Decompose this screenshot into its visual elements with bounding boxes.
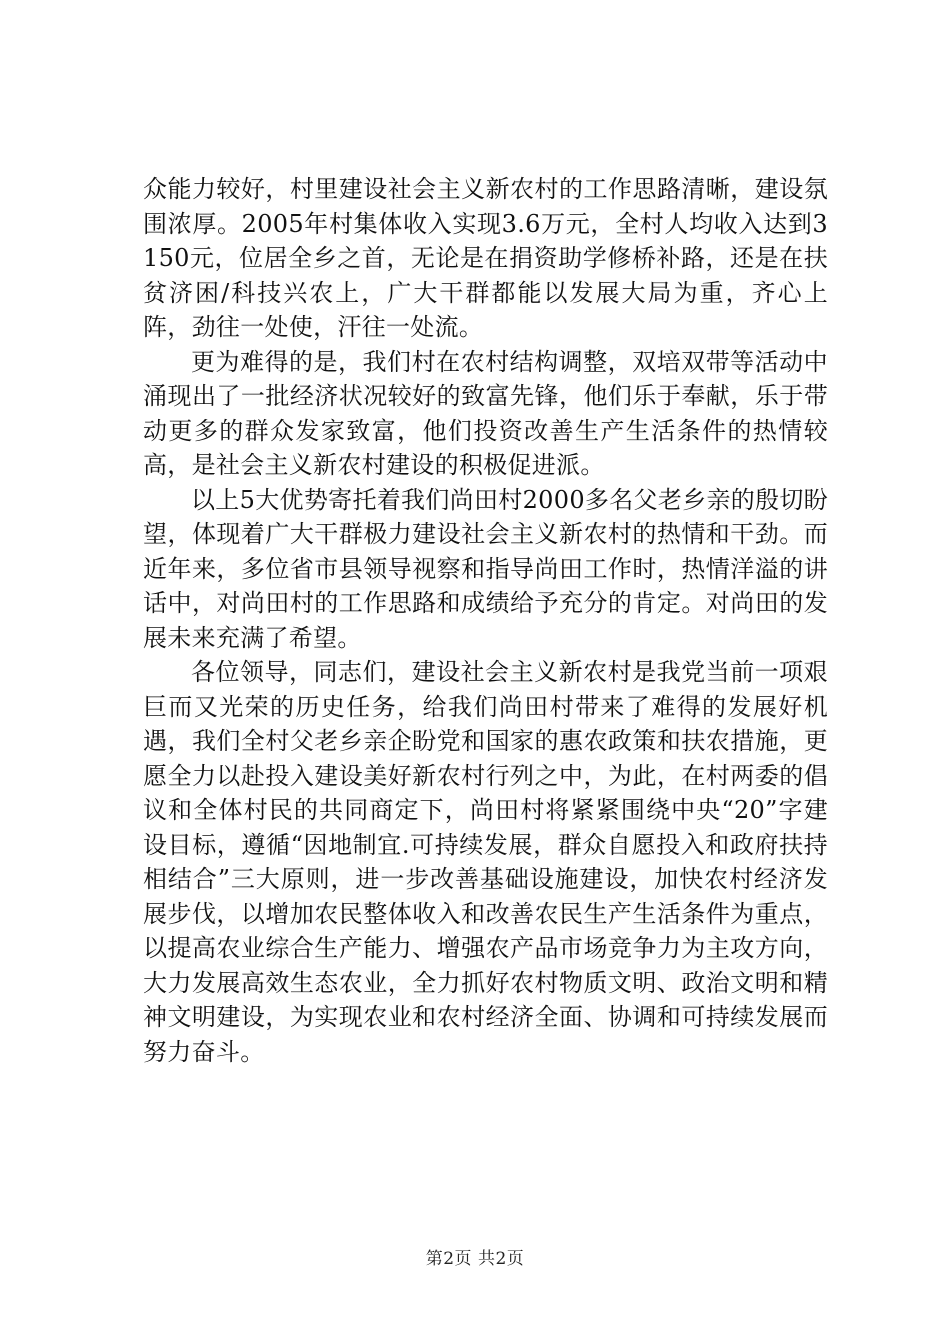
paragraph-continuation: 众能力较好，村里建设社会主义新农村的工作思路清晰，建设氛围浓厚。2005年村集体收入实现3.6万元，全村人均收入达到3150元，位居全乡之首，无论是在捐资助学修桥补路，还是在扶贫济困/科技兴农上，广大干群都能以发展大局为重，齐心上阵，劲往一处使，汗往一处流。 [143,175,828,341]
paragraph-pioneers: 更为难得的是，我们村在农村结构调整，双培双带等活动中涌现出了一批经济状况较好的致富先锋，他们乐于奉献，乐于带动更多的群众发家致富，他们投资改善生产生活条件的热情较高，是社会主义新农村建设的积极促进派。 [143,347,828,479]
paragraph-goals: 各位领导，同志们，建设社会主义新农村是我党当前一项艰巨而又光荣的历史任务，给我们尚田村带来了难得的发展好机遇，我们全村父老乡亲企盼党和国家的惠农政策和扶农措施，更愿全力以赴投入建设美好新农村行列之中，为此，在村两委的倡议和全体村民的共同商定下，尚田村将紧紧围绕中央“20”字建设目标，遵循“因地制宜.可持续发展，群众自愿投入和政府扶持相结合”三大原则，进一步改善基础设施建设，加快农村经济发展步伐，以增加农民整体收入和改善农民生产生活条件为重点，以提高农业综合生产能力、增强农产品市场竞争力为主攻方向，大力发展高效生态农业，全力抓好农村物质文明、政治文明和精神文明建设，为实现农业和农村经济全面、协调和可持续发展而努力奋斗。 [143,658,828,1066]
paragraph-advantages: 以上5大优势寄托着我们尚田村2000多名父老乡亲的殷切盼望，体现着广大干群极力建设社会主义新农村的热情和干劲。而近年来，多位省市县领导视察和指导尚田工作时，热情洋溢的讲话中，对尚田村的工作思路和成绩给予充分的肯定。对尚田的发展未来充满了希望。 [143,485,828,652]
page-number-footer: 第2页 共2页 [425,1249,525,1269]
document-body [143,172,828,1069]
